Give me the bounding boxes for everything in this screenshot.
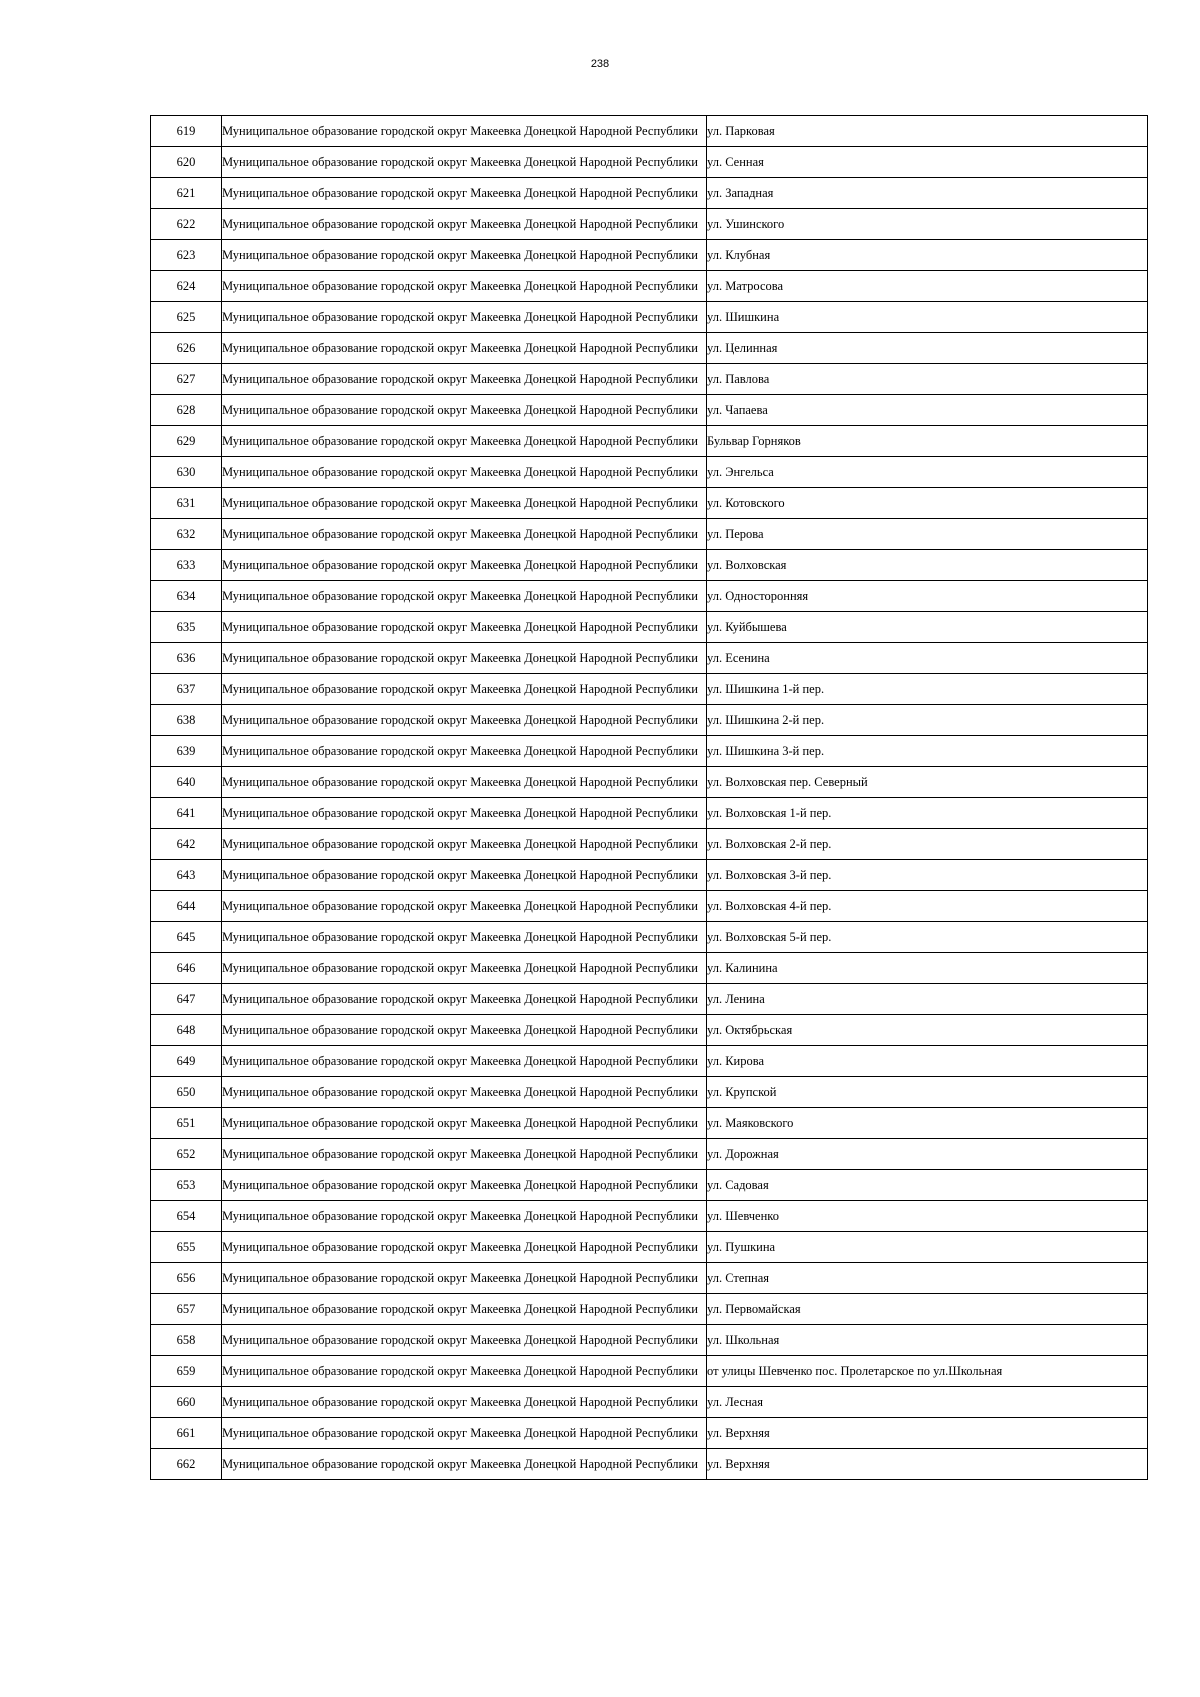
- table-row: [151, 1015, 1148, 1046]
- row-number-cell: 633: [151, 550, 222, 581]
- table-row: [151, 953, 1148, 984]
- row-number-cell: 655: [151, 1232, 222, 1263]
- table-row: [151, 209, 1148, 240]
- organization-cell: Муниципальное образование городской округ Макеевка Донецкой Народной Республики: [222, 1232, 707, 1263]
- table-row: [151, 147, 1148, 178]
- row-number-cell: 628: [151, 395, 222, 426]
- organization-cell: Муниципальное образование городской округ Макеевка Донецкой Народной Республики: [222, 147, 707, 178]
- organization-cell: Муниципальное образование городской округ Макеевка Донецкой Народной Республики: [222, 488, 707, 519]
- table-row: [151, 457, 1148, 488]
- street-cell: ул. Волховская 3-й пер.: [707, 860, 1148, 891]
- street-cell: ул. Шишкина: [707, 302, 1148, 333]
- table-row: [151, 519, 1148, 550]
- row-number-cell: 638: [151, 705, 222, 736]
- organization-cell: Муниципальное образование городской округ Макеевка Донецкой Народной Республики: [222, 1449, 707, 1480]
- row-number-cell: 646: [151, 953, 222, 984]
- organization-cell: Муниципальное образование городской округ Макеевка Донецкой Народной Республики: [222, 1356, 707, 1387]
- row-number-cell: 656: [151, 1263, 222, 1294]
- table-row: [151, 705, 1148, 736]
- table-row: [151, 1387, 1148, 1418]
- organization-cell: Муниципальное образование городской округ Макеевка Донецкой Народной Республики: [222, 209, 707, 240]
- row-number-cell: 645: [151, 922, 222, 953]
- street-cell: ул. Чапаева: [707, 395, 1148, 426]
- table-row: [151, 1418, 1148, 1449]
- organization-cell: Муниципальное образование городской округ Макеевка Донецкой Народной Республики: [222, 426, 707, 457]
- organization-cell: Муниципальное образование городской округ Макеевка Донецкой Народной Республики: [222, 736, 707, 767]
- street-cell: ул. Куйбышева: [707, 612, 1148, 643]
- street-cell: ул. Маяковского: [707, 1108, 1148, 1139]
- street-cell: ул. Клубная: [707, 240, 1148, 271]
- table-row: [151, 1232, 1148, 1263]
- row-number-cell: 635: [151, 612, 222, 643]
- organization-cell: Муниципальное образование городской округ Макеевка Донецкой Народной Республики: [222, 1263, 707, 1294]
- table-row: [151, 829, 1148, 860]
- street-cell: ул. Сенная: [707, 147, 1148, 178]
- row-number-cell: 661: [151, 1418, 222, 1449]
- row-number-cell: 660: [151, 1387, 222, 1418]
- street-cell: ул. Верхняя: [707, 1418, 1148, 1449]
- street-cell: ул. Волховская 4-й пер.: [707, 891, 1148, 922]
- street-cell: ул. Лесная: [707, 1387, 1148, 1418]
- table-row: [151, 302, 1148, 333]
- table-row: [151, 1108, 1148, 1139]
- row-number-cell: 642: [151, 829, 222, 860]
- row-number-cell: 624: [151, 271, 222, 302]
- organization-cell: Муниципальное образование городской округ Макеевка Донецкой Народной Республики: [222, 550, 707, 581]
- row-number-cell: 634: [151, 581, 222, 612]
- table-row: [151, 240, 1148, 271]
- street-cell: ул. Степная: [707, 1263, 1148, 1294]
- street-cell: ул. Перова: [707, 519, 1148, 550]
- street-cell: ул. Верхняя: [707, 1449, 1148, 1480]
- organization-cell: Муниципальное образование городской округ Макеевка Донецкой Народной Республики: [222, 581, 707, 612]
- organization-cell: Муниципальное образование городской округ Макеевка Донецкой Народной Республики: [222, 612, 707, 643]
- street-cell: ул. Калинина: [707, 953, 1148, 984]
- organization-cell: Муниципальное образование городской округ Макеевка Донецкой Народной Республики: [222, 1139, 707, 1170]
- street-cell: ул. Волховская 2-й пер.: [707, 829, 1148, 860]
- street-cell: ул. Шевченко: [707, 1201, 1148, 1232]
- table-row: [151, 1046, 1148, 1077]
- street-cell: Бульвар Горняков: [707, 426, 1148, 457]
- organization-cell: Муниципальное образование городской округ Макеевка Донецкой Народной Республики: [222, 1294, 707, 1325]
- table-row: [151, 1449, 1148, 1480]
- row-number-cell: 641: [151, 798, 222, 829]
- table-row: [151, 1170, 1148, 1201]
- row-number-cell: 623: [151, 240, 222, 271]
- street-cell: ул. Волховская 5-й пер.: [707, 922, 1148, 953]
- row-number-cell: 648: [151, 1015, 222, 1046]
- street-cell: ул. Целинная: [707, 333, 1148, 364]
- page-number: 238: [590, 58, 610, 70]
- row-number-cell: 649: [151, 1046, 222, 1077]
- row-number-cell: 625: [151, 302, 222, 333]
- table-row: [151, 550, 1148, 581]
- table-row: [151, 612, 1148, 643]
- organization-cell: Муниципальное образование городской округ Макеевка Донецкой Народной Республики: [222, 271, 707, 302]
- table-row: [151, 116, 1148, 147]
- organization-cell: Муниципальное образование городской округ Макеевка Донецкой Народной Республики: [222, 1108, 707, 1139]
- street-cell: ул. Односторонняя: [707, 581, 1148, 612]
- organization-cell: Муниципальное образование городской округ Макеевка Донецкой Народной Республики: [222, 767, 707, 798]
- table-row: [151, 364, 1148, 395]
- organization-cell: Муниципальное образование городской округ Макеевка Донецкой Народной Республики: [222, 891, 707, 922]
- organization-cell: Муниципальное образование городской округ Макеевка Донецкой Народной Республики: [222, 984, 707, 1015]
- street-cell: ул. Энгельса: [707, 457, 1148, 488]
- row-number-cell: 629: [151, 426, 222, 457]
- organization-cell: Муниципальное образование городской округ Макеевка Донецкой Народной Республики: [222, 457, 707, 488]
- row-number-cell: 647: [151, 984, 222, 1015]
- street-cell: ул. Садовая: [707, 1170, 1148, 1201]
- organization-cell: Муниципальное образование городской округ Макеевка Донецкой Народной Республики: [222, 674, 707, 705]
- row-number-cell: 632: [151, 519, 222, 550]
- organization-cell: Муниципальное образование городской округ Макеевка Донецкой Народной Республики: [222, 1170, 707, 1201]
- organization-cell: Муниципальное образование городской округ Макеевка Донецкой Народной Республики: [222, 1077, 707, 1108]
- row-number-cell: 636: [151, 643, 222, 674]
- organization-cell: Муниципальное образование городской округ Макеевка Донецкой Народной Республики: [222, 519, 707, 550]
- row-number-cell: 619: [151, 116, 222, 147]
- organization-cell: Муниципальное образование городской округ Макеевка Донецкой Народной Республики: [222, 922, 707, 953]
- table-row: [151, 271, 1148, 302]
- row-number-cell: 630: [151, 457, 222, 488]
- table-row: [151, 1139, 1148, 1170]
- street-cell: ул. Волховская 1-й пер.: [707, 798, 1148, 829]
- organization-cell: Муниципальное образование городской округ Макеевка Донецкой Народной Республики: [222, 395, 707, 426]
- table-row: [151, 1201, 1148, 1232]
- organization-cell: Муниципальное образование городской округ Макеевка Донецкой Народной Республики: [222, 1046, 707, 1077]
- table-row: [151, 488, 1148, 519]
- row-number-cell: 659: [151, 1356, 222, 1387]
- street-cell: ул. Волховская пер. Северный: [707, 767, 1148, 798]
- table-row: [151, 643, 1148, 674]
- row-number-cell: 627: [151, 364, 222, 395]
- organization-cell: Муниципальное образование городской округ Макеевка Донецкой Народной Республики: [222, 364, 707, 395]
- organization-cell: Муниципальное образование городской округ Макеевка Донецкой Народной Республики: [222, 953, 707, 984]
- street-cell: ул. Павлова: [707, 364, 1148, 395]
- row-number-cell: 637: [151, 674, 222, 705]
- street-cell: ул. Шишкина 3-й пер.: [707, 736, 1148, 767]
- street-cell: ул. Октябрьская: [707, 1015, 1148, 1046]
- table-row: [151, 1077, 1148, 1108]
- organization-cell: Муниципальное образование городской округ Макеевка Донецкой Народной Республики: [222, 240, 707, 271]
- organization-cell: Муниципальное образование городской округ Макеевка Донецкой Народной Республики: [222, 860, 707, 891]
- table-row: [151, 798, 1148, 829]
- street-cell: ул. Пушкина: [707, 1232, 1148, 1263]
- organization-cell: Муниципальное образование городской округ Макеевка Донецкой Народной Республики: [222, 178, 707, 209]
- table-row: [151, 395, 1148, 426]
- row-number-cell: 644: [151, 891, 222, 922]
- street-cell: ул. Шишкина 2-й пер.: [707, 705, 1148, 736]
- table-row: [151, 767, 1148, 798]
- organization-cell: Муниципальное образование городской округ Макеевка Донецкой Народной Республики: [222, 643, 707, 674]
- row-number-cell: 653: [151, 1170, 222, 1201]
- row-number-cell: 620: [151, 147, 222, 178]
- row-number-cell: 621: [151, 178, 222, 209]
- street-cell: ул. Ушинского: [707, 209, 1148, 240]
- table-row: [151, 1294, 1148, 1325]
- street-cell: ул. Школьная: [707, 1325, 1148, 1356]
- table-row: [151, 984, 1148, 1015]
- row-number-cell: 626: [151, 333, 222, 364]
- table-row: [151, 860, 1148, 891]
- row-number-cell: 658: [151, 1325, 222, 1356]
- street-cell: ул. Есенина: [707, 643, 1148, 674]
- organization-cell: Муниципальное образование городской округ Макеевка Донецкой Народной Республики: [222, 1418, 707, 1449]
- table-row: [151, 674, 1148, 705]
- table-row: [151, 922, 1148, 953]
- street-cell: ул. Дорожная: [707, 1139, 1148, 1170]
- row-number-cell: 657: [151, 1294, 222, 1325]
- table-row: [151, 581, 1148, 612]
- table-row: [151, 736, 1148, 767]
- street-cell: ул. Котовского: [707, 488, 1148, 519]
- table-row: [151, 426, 1148, 457]
- organization-cell: Муниципальное образование городской округ Макеевка Донецкой Народной Республики: [222, 798, 707, 829]
- organization-cell: Муниципальное образование городской округ Макеевка Донецкой Народной Республики: [222, 829, 707, 860]
- street-cell: ул. Матросова: [707, 271, 1148, 302]
- organization-cell: Муниципальное образование городской округ Макеевка Донецкой Народной Республики: [222, 116, 707, 147]
- row-number-cell: 662: [151, 1449, 222, 1480]
- table-row: [151, 891, 1148, 922]
- street-register-table: [150, 115, 1148, 1480]
- table-row: [151, 333, 1148, 364]
- row-number-cell: 640: [151, 767, 222, 798]
- table-row: [151, 1325, 1148, 1356]
- organization-cell: Муниципальное образование городской округ Макеевка Донецкой Народной Республики: [222, 705, 707, 736]
- table-row: [151, 1263, 1148, 1294]
- organization-cell: Муниципальное образование городской округ Макеевка Донецкой Народной Республики: [222, 1015, 707, 1046]
- table-row: [151, 178, 1148, 209]
- row-number-cell: 652: [151, 1139, 222, 1170]
- row-number-cell: 650: [151, 1077, 222, 1108]
- organization-cell: Муниципальное образование городской округ Макеевка Донецкой Народной Республики: [222, 302, 707, 333]
- row-number-cell: 631: [151, 488, 222, 519]
- street-cell: ул. Шишкина 1-й пер.: [707, 674, 1148, 705]
- street-cell: ул. Парковая: [707, 116, 1148, 147]
- street-cell: ул. Крупской: [707, 1077, 1148, 1108]
- row-number-cell: 654: [151, 1201, 222, 1232]
- street-cell: ул. Западная: [707, 178, 1148, 209]
- street-cell: от улицы Шевченко пос. Пролетарское по ул.Школьная: [707, 1356, 1148, 1387]
- row-number-cell: 622: [151, 209, 222, 240]
- row-number-cell: 651: [151, 1108, 222, 1139]
- street-cell: ул. Волховская: [707, 550, 1148, 581]
- street-cell: ул. Ленина: [707, 984, 1148, 1015]
- organization-cell: Муниципальное образование городской округ Макеевка Донецкой Народной Республики: [222, 1201, 707, 1232]
- street-cell: ул. Кирова: [707, 1046, 1148, 1077]
- street-cell: ул. Первомайская: [707, 1294, 1148, 1325]
- table-row: [151, 1356, 1148, 1387]
- row-number-cell: 639: [151, 736, 222, 767]
- table-body: [151, 116, 1148, 1480]
- organization-cell: Муниципальное образование городской округ Макеевка Донецкой Народной Республики: [222, 333, 707, 364]
- organization-cell: Муниципальное образование городской округ Макеевка Донецкой Народной Республики: [222, 1387, 707, 1418]
- organization-cell: Муниципальное образование городской округ Макеевка Донецкой Народной Республики: [222, 1325, 707, 1356]
- row-number-cell: 643: [151, 860, 222, 891]
